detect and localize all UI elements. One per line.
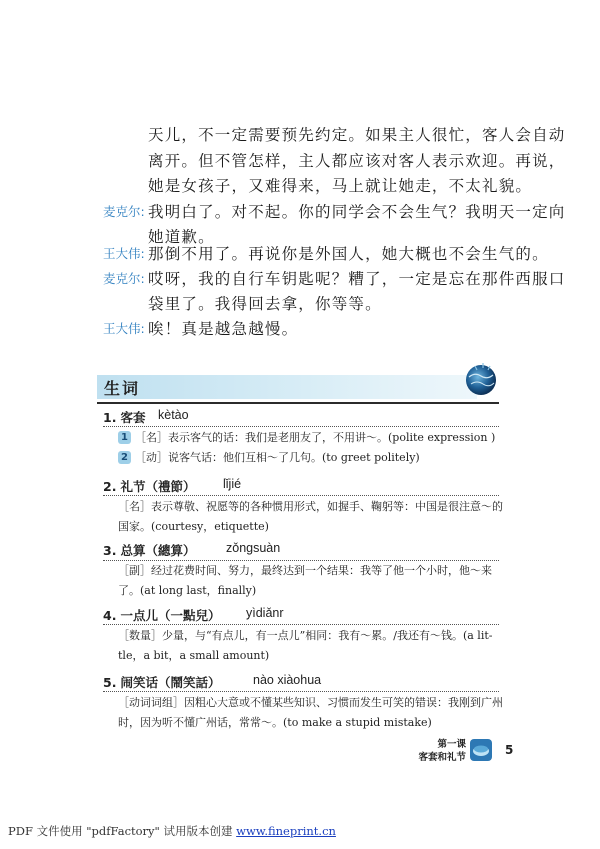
watermark-link[interactable]: www.fineprint.cn — [236, 824, 336, 838]
entry-number: 2. — [103, 479, 117, 494]
definition-text: ［副］经过花费时间、努力，最终达到一个结果：我等了他一个小时，他～来 — [118, 564, 492, 577]
watermark-text: PDF 文件使用 "pdfFactory" 试用版本创建 — [8, 824, 237, 838]
sense-marker-1: 1 — [118, 431, 131, 444]
entry-pinyin: kètào — [158, 408, 189, 422]
entry-pinyin: yìdiǎnr — [246, 606, 284, 620]
dialogue-line: 天儿，不一定需要预先约定。如果主人很忙，客人会自动 — [148, 126, 566, 144]
vocab-entry-2 — [103, 477, 242, 495]
definition-block — [118, 428, 503, 468]
header-bar — [97, 375, 477, 399]
definition-block — [118, 561, 503, 601]
entry-number: 4. — [103, 608, 117, 623]
definition-text: ［名］表示客气的话：我们是老朋友了，不用讲～。(polite expression ) — [135, 431, 496, 444]
vocab-entry-5 — [103, 673, 322, 691]
entry-pinyin: zǒngsuàn — [226, 541, 281, 555]
section-title: 生词 — [104, 379, 141, 398]
dialogue-line: 离开。但不管怎样，主人都应该对客人表示欢迎。再说， — [148, 152, 566, 170]
definition-block — [118, 626, 503, 666]
vocab-section-header — [97, 372, 499, 402]
speaker-label: 麦克尔: — [103, 271, 145, 286]
definition-text: tle，a bit，a small amount) — [118, 649, 270, 662]
speaker-label: 王大伟: — [103, 321, 145, 336]
dialogue-line: 我明白了。对不起。你的同学会不会生气？我明天一定向 — [148, 203, 566, 221]
lesson-number: 第一课 — [437, 739, 466, 750]
page-number: 5 — [505, 743, 514, 757]
definition-text: ［动词词组］因粗心大意或不懂某些知识、习惯而发生可笑的错误：我刚到广州 — [118, 696, 503, 709]
definition-text: ［名］表示尊敬、祝愿等的各种惯用形式，如握手、鞠躬等：中国是很注意～的 — [118, 500, 503, 513]
entry-term: 闹笑话（鬧笑話） — [120, 675, 221, 690]
vocab-entry-1 — [103, 408, 189, 426]
entry-term: 礼节（禮節） — [120, 479, 196, 494]
dialogue-line: 她道歉。 — [148, 228, 215, 246]
entry-divider — [103, 426, 499, 427]
speaker-label: 麦克尔: — [103, 204, 145, 219]
dialogue-line: 袋里了。我得回去拿，你等等。 — [148, 295, 382, 313]
entry-term: 总算（總算） — [120, 543, 196, 558]
speaker-label: 王大伟: — [103, 246, 145, 261]
entry-pinyin: nào xiàohua — [253, 673, 322, 687]
entry-number: 3. — [103, 543, 117, 558]
definition-text: ［数量］少量，与“有点儿，有一点儿”相同：我有～累。/我还有～钱。(a lit- — [118, 629, 493, 642]
entry-pinyin: lǐjié — [223, 477, 242, 491]
pdf-watermark — [8, 823, 336, 839]
lesson-title: 客套和礼节 — [418, 752, 466, 763]
entry-number: 1. — [103, 410, 117, 425]
definition-text: 国家。(courtesy，etiquette) — [118, 520, 269, 533]
entry-divider — [103, 495, 499, 496]
vocab-entry-4 — [103, 606, 284, 624]
lesson-label — [410, 738, 466, 764]
entry-number: 5. — [103, 675, 117, 690]
entry-divider — [103, 624, 499, 625]
definition-block — [118, 693, 503, 733]
definition-text: 了。(at long last，finally) — [118, 584, 257, 597]
entry-term: 一点儿（一點兒） — [120, 608, 221, 623]
dialogue-line: 那倒不用了。再说你是外国人，她大概也不会生气的。 — [148, 245, 549, 263]
definition-text: 时，因为听不懂广州话，常常～。(to make a stupid mistake) — [118, 716, 432, 729]
entry-divider — [103, 691, 499, 692]
dialogue-line: 她是女孩子，又难得来，马上就让她走，不太礼貌。 — [148, 177, 533, 195]
definition-block — [118, 497, 503, 537]
definition-text: ［动］说客气话：他们互相～了几句。(to greet politely) — [135, 451, 420, 464]
vocab-entry-3 — [103, 541, 281, 559]
vocab-globe-icon — [463, 360, 499, 396]
section-rule — [97, 402, 499, 404]
entry-term: 客套 — [120, 410, 146, 425]
sense-marker-2: 2 — [118, 451, 131, 464]
dialogue-line: 唉！真是越急越慢。 — [148, 320, 299, 338]
dialogue-line: 哎呀，我的自行车钥匙呢？糟了，一定是忘在那件西服口 — [148, 270, 566, 288]
book-icon — [469, 738, 493, 762]
